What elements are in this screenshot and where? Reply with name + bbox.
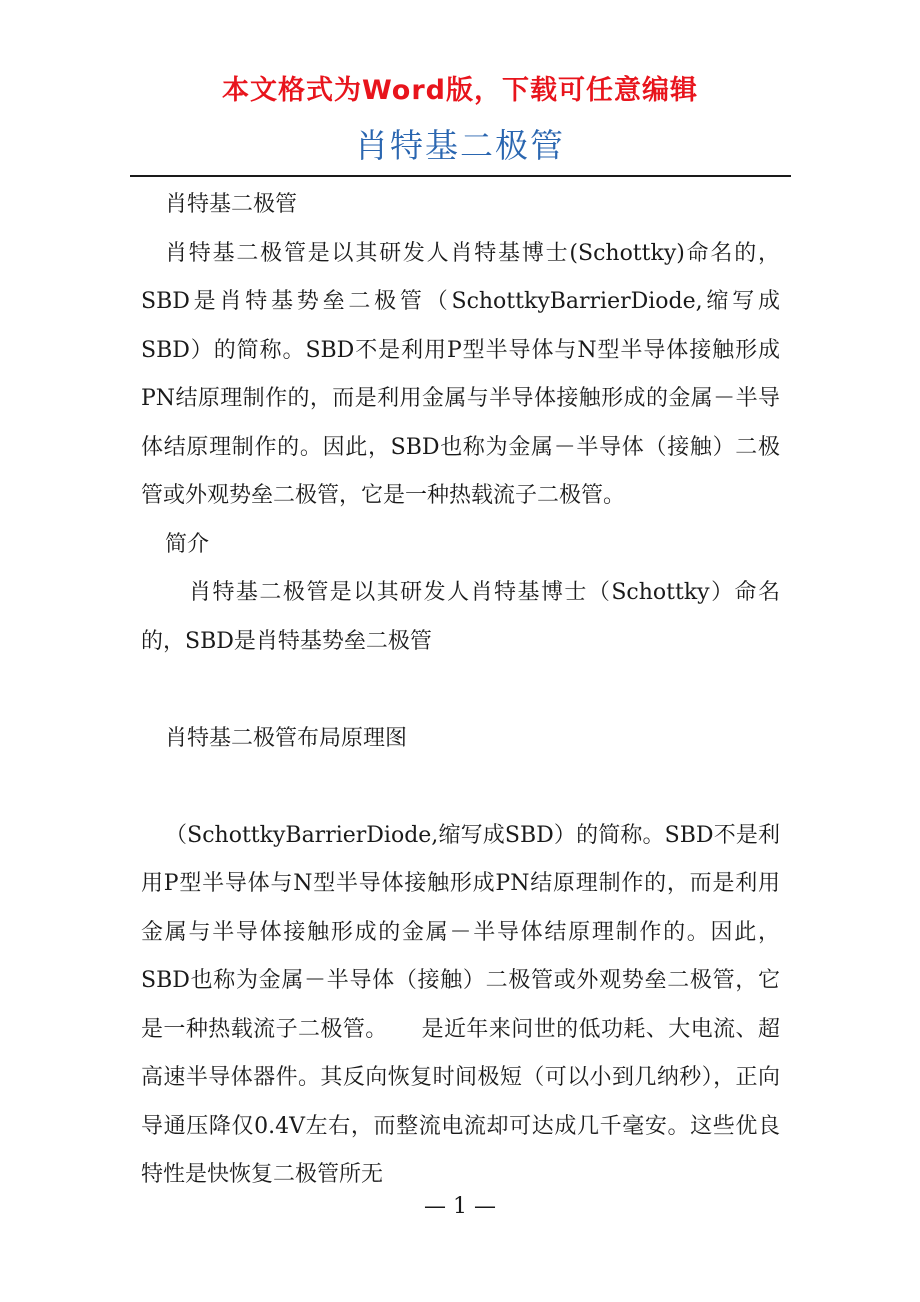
paragraph-detail: （SchottkyBarrierDiode,缩写成SBD）的简称。SBD不是利用P型半导体与N型半导体接触形成PN结原理制作的，而是利用金属与半导体接触形成的金属－半导体结原理制作的。因此，SBD也称为金属－半导体（接触）二极管或外观势垒二极管，它是一种热载流子二极管。 是近年来问世的低功耗、大电流、超高速半导体器件。其反向恢复时间极短（可以小到几纳秒），正向导通压降仅0.4V左右，而整流电流却可达成几千毫安。这些优良特性是快恢复二极管所无 <box>141 822 780 1187</box>
section-heading: 肖特基二极管 <box>165 192 298 217</box>
section-heading-intro: 简介 <box>165 531 210 557</box>
paragraph-intro: 肖特基二极管是以其研发人肖特基博士(Schottky)命名的，SBD是肖特基势垒二极管（SchottkyBarrierDiode,缩写成SBD）的简称。SBD不是利用P型半导体与N型半导体接触形成PN结原理制作的，而是利用金属与半导体接触形成的金属－半导体结原理制作的。因此，SBD也称为金属－半导体（接触）二极管或外观势垒二极管，它是一种热载流子二极管。 <box>141 240 780 508</box>
page-number: — 1 — <box>424 1194 496 1219</box>
spacer <box>141 763 780 812</box>
spacer <box>141 666 780 715</box>
figure-caption: 肖特基二极管布局原理图 <box>165 725 408 751</box>
format-banner: 本文格式为Word版，下载可任意编辑 <box>221 75 698 106</box>
document-body <box>141 181 780 1200</box>
title-divider <box>130 175 791 177</box>
document-title: 肖特基二极管 <box>355 126 565 165</box>
paragraph-summary: 肖特基二极管是以其研发人肖特基博士（Schottky）命名的，SBD是肖特基势垒二极管 <box>141 580 780 654</box>
